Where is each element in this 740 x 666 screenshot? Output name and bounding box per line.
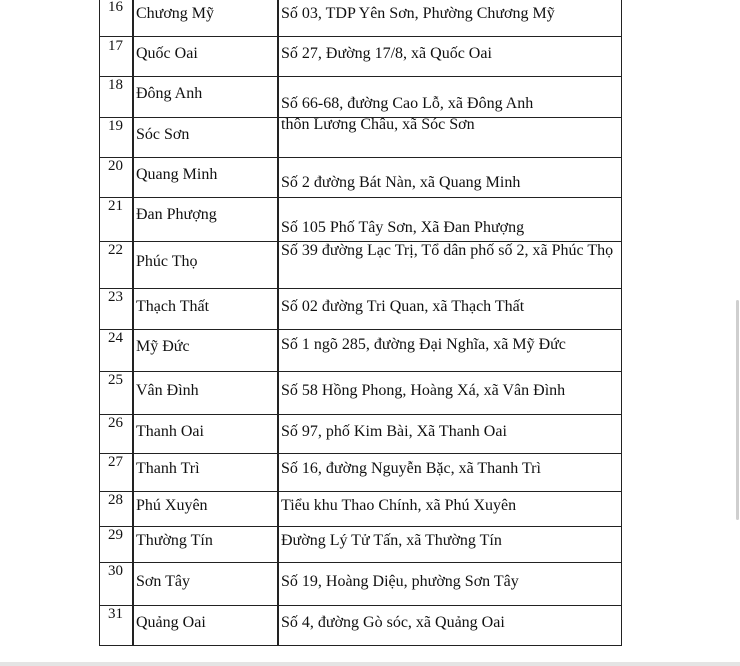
table-row — [99, 198, 622, 242]
district-name: Đông Anh — [136, 85, 203, 102]
address-cell — [279, 372, 621, 414]
address: Tiểu khu Thao Chính, xã Phú Xuyên — [281, 497, 517, 514]
district-name-cell — [134, 242, 279, 288]
address-cell — [279, 0, 621, 36]
address-cell — [279, 527, 621, 562]
district-name-cell — [134, 492, 279, 526]
district-name-cell — [134, 415, 279, 453]
address: Đường Lý Tử Tấn, xã Thường Tín — [281, 532, 502, 549]
row-number: 26 — [108, 415, 123, 431]
address-cell — [279, 242, 621, 288]
table-row — [99, 77, 622, 118]
district-name-cell — [134, 158, 279, 197]
address: Số 66-68, đường Cao Lỗ, xã Đông Anh — [281, 95, 534, 112]
table-row — [99, 372, 622, 415]
district-name: Phúc Thọ — [136, 253, 198, 270]
address: Số 105 Phố Tây Sơn, Xã Đan Phượng — [281, 219, 525, 236]
district-name: Đan Phượng — [136, 206, 217, 223]
row-number-cell — [100, 527, 134, 562]
address-cell — [279, 606, 621, 645]
row-number: 23 — [108, 289, 123, 305]
address: Số 97, phố Kim Bài, Xã Thanh Oai — [281, 423, 507, 440]
district-name: Thường Tín — [136, 532, 213, 549]
address-table — [99, 0, 624, 646]
scrollbar[interactable] — [736, 300, 739, 520]
district-name-cell — [134, 454, 279, 491]
row-number-cell — [100, 242, 134, 288]
address: Số 03, TDP Yên Sơn, Phường Chương Mỹ — [281, 5, 555, 22]
district-name-cell — [134, 37, 279, 76]
district-name: Sơn Tây — [136, 573, 190, 590]
table-row — [99, 330, 622, 372]
district-name-cell — [134, 606, 279, 645]
address: Số 4, đường Gò sóc, xã Quảng Oai — [281, 614, 505, 631]
row-number: 21 — [108, 198, 123, 214]
table-row — [99, 289, 622, 330]
address: Số 16, đường Nguyễn Bặc, xã Thanh Trì — [281, 460, 541, 477]
row-number-cell — [100, 198, 134, 241]
row-number-cell — [100, 454, 134, 491]
district-name-cell — [134, 289, 279, 329]
address: Số 1 ngõ 285, đường Đại Nghĩa, xã Mỹ Đức — [281, 336, 566, 353]
district-name: Quang Minh — [136, 166, 218, 183]
district-name-cell — [134, 77, 279, 117]
table-row — [99, 415, 622, 454]
row-number-cell — [100, 330, 134, 371]
bottom-bar — [0, 662, 740, 666]
address-cell — [279, 77, 621, 117]
district-name: Quốc Oai — [136, 45, 198, 62]
address-cell — [279, 158, 621, 197]
row-number: 29 — [108, 527, 123, 543]
row-number-cell — [100, 77, 134, 117]
table-row — [99, 37, 622, 77]
address: Số 19, Hoàng Diệu, phường Sơn Tây — [281, 573, 519, 590]
row-number-cell — [100, 37, 134, 76]
row-number: 19 — [108, 118, 123, 134]
address-cell — [279, 492, 621, 526]
row-number: 25 — [108, 372, 123, 388]
table-row — [99, 606, 622, 646]
row-number-cell — [100, 289, 134, 329]
table-row — [99, 454, 622, 492]
district-name: Vân Đình — [136, 382, 199, 399]
address-cell — [279, 289, 621, 329]
table-row — [99, 563, 622, 606]
district-name-cell — [134, 330, 279, 371]
address: Số 27, Đường 17/8, xã Quốc Oai — [281, 45, 492, 62]
district-name: Mỹ Đức — [136, 338, 190, 355]
address: Số 02 đường Tri Quan, xã Thạch Thất — [281, 298, 525, 315]
row-number: 18 — [108, 77, 123, 93]
address: thôn Lương Châu, xã Sóc Sơn — [281, 116, 475, 133]
row-number-cell — [100, 372, 134, 414]
row-number: 27 — [108, 454, 123, 470]
table-row — [99, 527, 622, 563]
row-number: 24 — [108, 330, 123, 346]
address: Số 2 đường Bát Nàn, xã Quang Minh — [281, 174, 521, 191]
address-cell — [279, 330, 621, 371]
row-number-cell — [100, 0, 134, 36]
district-name-cell — [134, 0, 279, 36]
district-name: Thạch Thất — [136, 298, 210, 315]
row-number: 17 — [108, 38, 123, 54]
district-name-cell — [134, 527, 279, 562]
address-cell — [279, 37, 621, 76]
district-name-cell — [134, 118, 279, 157]
row-number-cell — [100, 492, 134, 526]
row-number-cell — [100, 118, 134, 157]
district-name: Phú Xuyên — [136, 497, 208, 514]
table-row — [99, 158, 622, 198]
address-cell — [279, 118, 621, 157]
address-cell — [279, 454, 621, 491]
row-number-cell — [100, 606, 134, 645]
row-number: 31 — [108, 606, 123, 622]
table-row — [99, 0, 622, 37]
row-number: 30 — [108, 563, 123, 579]
address-cell — [279, 198, 621, 241]
district-name-cell — [134, 198, 279, 241]
table-row — [99, 242, 622, 289]
row-number-cell — [100, 563, 134, 605]
district-name: Sóc Sơn — [136, 126, 190, 143]
address-cell — [279, 415, 621, 453]
row-number-cell — [100, 415, 134, 453]
district-name: Thanh Trì — [136, 460, 200, 477]
row-number: 16 — [108, 0, 123, 15]
address-cell — [279, 563, 621, 605]
table-row — [99, 492, 622, 527]
district-name: Quảng Oai — [136, 614, 206, 631]
table-row — [99, 118, 622, 158]
row-number-cell — [100, 158, 134, 197]
address: Số 58 Hồng Phong, Hoàng Xá, xã Vân Đình — [281, 382, 566, 399]
row-number: 28 — [108, 492, 123, 508]
row-number: 22 — [108, 242, 123, 258]
row-number: 20 — [108, 158, 123, 174]
district-name: Chương Mỹ — [136, 5, 215, 22]
district-name-cell — [134, 563, 279, 605]
district-name: Thanh Oai — [136, 423, 204, 440]
address: Số 39 đường Lạc Trị, Tổ dân phố số 2, xã Phúc Thọ — [281, 242, 614, 259]
district-name-cell — [134, 372, 279, 414]
